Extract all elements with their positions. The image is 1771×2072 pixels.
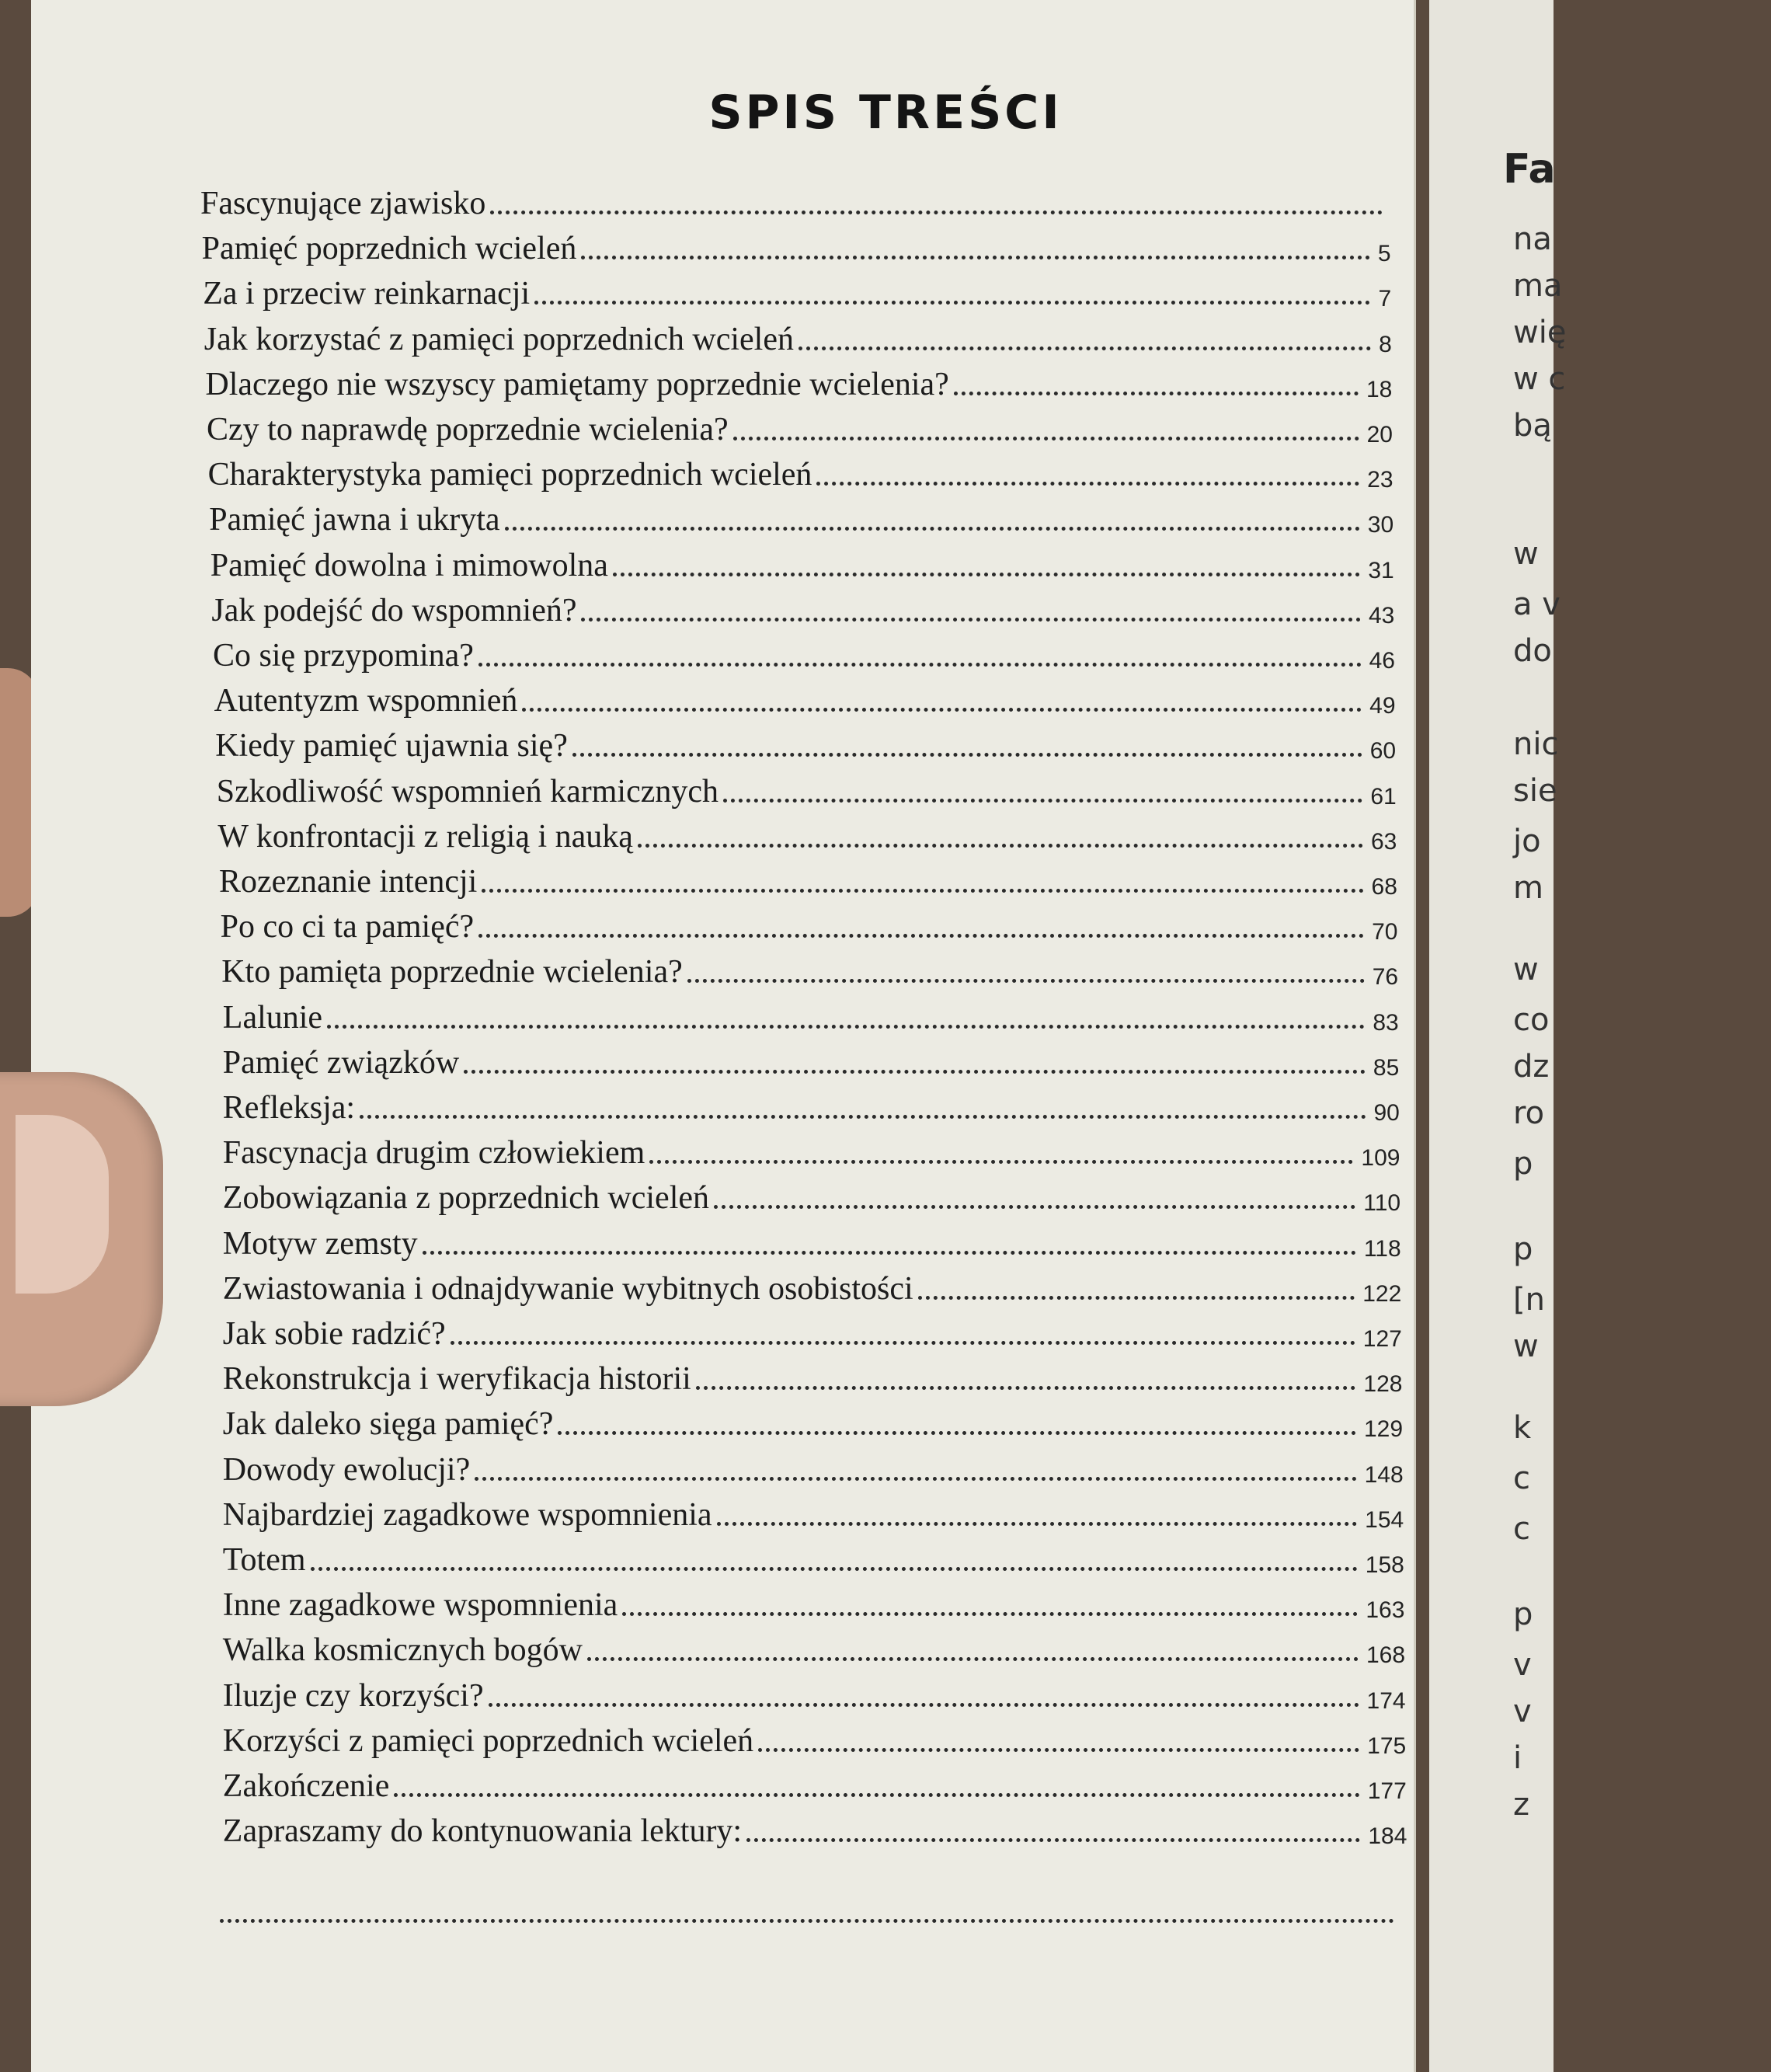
toc-entry (223, 1036, 1399, 1081)
toc-entry (209, 493, 1393, 538)
toc-entry (223, 1670, 1406, 1715)
toc-entry-page: 158 (1365, 1552, 1404, 1578)
toc-entry-title: Po co ci ta pamięć? (220, 909, 475, 945)
next-page-text-fragment: ro (1513, 1095, 1545, 1131)
toc-entry-page: 5 (1377, 241, 1391, 267)
next-page-text-fragment: m (1513, 870, 1543, 906)
toc-entry-page: 128 (1363, 1371, 1403, 1398)
dot-leader (714, 1205, 1355, 1209)
dot-leader (451, 1341, 1355, 1345)
toc-entry (208, 448, 1393, 493)
dot-leader (489, 1703, 1359, 1707)
toc-entry (213, 629, 1395, 674)
thumb-nail (16, 1115, 109, 1294)
toc-entry-page: 83 (1373, 1009, 1399, 1036)
dot-leader (717, 1522, 1358, 1526)
toc-entry-title: Pamięć jawna i ukryta (209, 502, 500, 538)
toc-entry-title: Totem (222, 1542, 306, 1578)
toc-entry-page: 61 (1370, 783, 1397, 810)
toc-entry (221, 900, 1398, 945)
toc-entry-title: Za i przeciw reinkarnacji (203, 276, 531, 312)
toc-entry (217, 765, 1397, 810)
toc-entry-title: Pamięć dowolna i mimowolna (210, 547, 608, 583)
toc-entry-title: Kto pamięta poprzednie wcielenia? (221, 954, 683, 991)
next-page-text-fragment: z (1513, 1787, 1529, 1823)
toc-entry-title: Autentyzm wspomnień (214, 683, 518, 719)
dot-leader (587, 1657, 1359, 1661)
toc-entry-page: 175 (1367, 1732, 1407, 1759)
toc-entry (223, 1127, 1400, 1172)
next-page-text-fragment: na (1513, 221, 1552, 257)
dot-leader (558, 1431, 1356, 1435)
book-page-right (1429, 0, 1567, 2072)
dot-leader (799, 346, 1371, 350)
next-page-text-fragment: v (1513, 1694, 1532, 1729)
toc-entry-page: 90 (1373, 1100, 1400, 1126)
toc-entry-page: 184 (1368, 1823, 1407, 1850)
dot-leader (816, 482, 1359, 486)
toc-entry (207, 403, 1393, 448)
dot-leader (638, 844, 1363, 848)
toc-entry-page: 148 (1364, 1461, 1404, 1488)
next-page-text-fragment: sie (1513, 773, 1557, 809)
toc-entry-title: Dlaczego nie wszyscy pamiętamy poprzednie wcielenia? (205, 366, 949, 402)
toc-entry-page: 168 (1366, 1642, 1406, 1669)
next-page-text-fragment: w c (1513, 361, 1566, 397)
dot-leader (475, 1477, 1356, 1481)
dot-leader (311, 1567, 1358, 1571)
toc-entry-title: Fascynacja drugim człowiekiem (222, 1135, 645, 1172)
next-page-text-fragment: w (1513, 1329, 1539, 1364)
dot-leader (327, 1025, 1365, 1029)
toc-entry-title: Czy to naprawdę poprzednie wcielenia? (207, 412, 729, 447)
toc-entry-title: Jak sobie radzić? (222, 1316, 446, 1352)
toc-entry (223, 1443, 1404, 1489)
next-page-text-fragment: v (1513, 1647, 1532, 1683)
toc-entry-page: 49 (1369, 693, 1396, 719)
toc-entry (204, 313, 1392, 358)
next-page-text-fragment: c (1513, 1461, 1530, 1496)
dot-leader (613, 573, 1360, 576)
page-title: SPIS TREŚCI (708, 85, 1063, 140)
toc-entry-page: 31 (1368, 557, 1394, 583)
dot-leader (746, 1838, 1360, 1842)
toc-entry-title: Pamięć związków (222, 1044, 460, 1081)
toc-entry-title: Kiedy pamięć ujawnia się? (215, 728, 568, 764)
toc-entry-title: Lalunie (222, 999, 323, 1036)
dot-leader (534, 301, 1370, 305)
toc-entry (223, 1398, 1403, 1443)
toc-entry-title: Rozeznanie intencji (219, 864, 478, 900)
toc-entry-page: 163 (1366, 1597, 1405, 1624)
toc-final-line (220, 1919, 1400, 1931)
dot-leader (478, 663, 1362, 667)
next-page-text-fragment: [n (1513, 1282, 1545, 1318)
toc-entry-title: Motyw zemsty (222, 1225, 418, 1262)
toc-entry (223, 1262, 1401, 1308)
next-page-text-fragment: dz (1513, 1049, 1550, 1085)
toc-entry-page: 122 (1362, 1280, 1402, 1307)
dot-leader (478, 934, 1364, 938)
toc-entry-title: Zakończenie (222, 1768, 390, 1804)
toc-entry-page: 8 (1379, 331, 1392, 357)
dot-leader (696, 1386, 1356, 1390)
toc-entry (223, 1081, 1400, 1127)
dot-leader (423, 1251, 1356, 1255)
next-page-text-fragment: ma (1513, 268, 1563, 304)
next-page-text-fragment: do (1513, 633, 1552, 669)
next-page-text-fragment: k (1513, 1410, 1532, 1446)
next-page-text-fragment: bą (1513, 408, 1552, 444)
toc-entry-page: 20 (1366, 422, 1393, 447)
dot-leader (581, 256, 1370, 259)
toc-entry-title: Zapraszamy do kontynuowania lektury: (222, 1813, 743, 1850)
toc-entry (223, 1805, 1407, 1850)
toc-entry-title: Zwiastowania i odnajdywanie wybitnych osobistości (222, 1270, 913, 1307)
next-page-text-fragment: w (1513, 952, 1539, 987)
toc-entry-page: 177 (1367, 1778, 1407, 1804)
toc-entry (200, 177, 1390, 222)
toc-entry-page: 68 (1371, 874, 1397, 900)
toc-entry (205, 358, 1392, 403)
toc-entry (211, 539, 1394, 584)
dot-leader (649, 1160, 1353, 1164)
toc-entry (223, 1760, 1407, 1805)
next-page-text-fragment: p (1513, 1146, 1533, 1182)
toc-entry-title: Pamięć poprzednich wcieleń (201, 231, 577, 267)
dot-leader (522, 708, 1362, 712)
dot-leader (733, 437, 1359, 441)
dot-leader (490, 211, 1383, 214)
dot-leader (360, 1115, 1366, 1119)
dot-leader (687, 979, 1365, 983)
toc-entry (203, 267, 1391, 312)
toc-entry-title: Jak podejść do wspomnień? (211, 592, 577, 629)
toc-entry (223, 1172, 1400, 1217)
toc-entry-page: 129 (1363, 1416, 1404, 1443)
toc-entry-title: Dowody ewolucji? (222, 1451, 471, 1488)
toc-entry (223, 1489, 1404, 1534)
toc-entry-page: 63 (1370, 828, 1397, 855)
toc-entry-page: 127 (1362, 1326, 1402, 1352)
toc-entry-page: 7 (1378, 286, 1392, 312)
toc-entry (217, 810, 1397, 855)
toc-entry-page: 110 (1363, 1190, 1401, 1217)
toc-entry (223, 1579, 1405, 1624)
toc-entry (223, 991, 1399, 1036)
toc-entry-title: Rekonstrukcja i weryfikacja historii (222, 1361, 691, 1398)
next-page-text-fragment: c (1513, 1511, 1530, 1547)
toc-entry (214, 674, 1396, 719)
next-page-text-fragment: w (1513, 536, 1539, 572)
dot-leader (581, 618, 1360, 622)
toc-entry-page: 60 (1369, 738, 1397, 764)
next-page-text-fragment: p (1513, 1597, 1533, 1632)
toc-entry-page: 118 (1363, 1235, 1401, 1262)
toc-entry-page: 43 (1368, 602, 1395, 629)
toc-entry-page: 174 (1366, 1687, 1406, 1714)
dot-leader (394, 1793, 1359, 1797)
thumb (0, 1072, 163, 1406)
toc-entry-page: 109 (1361, 1145, 1400, 1172)
toc-entry-title: Fascynujące zjawisko (200, 186, 486, 221)
next-page-heading: Fa (1503, 146, 1556, 193)
toc-entry (215, 719, 1396, 764)
toc-entry (223, 1534, 1404, 1579)
toc-entry (223, 1217, 1401, 1262)
dot-leader (220, 1919, 1394, 1923)
dot-leader (482, 889, 1363, 893)
toc-entry (221, 945, 1398, 991)
dot-leader (723, 799, 1362, 803)
dot-leader (758, 1748, 1359, 1752)
toc-entry-title: Jak daleko sięga pamięć? (222, 1406, 554, 1443)
next-page-text-fragment: co (1513, 1002, 1550, 1038)
toc-entry-title: Iluzje czy korzyści? (222, 1677, 484, 1714)
toc-entry-title: Najbardziej zagadkowe wspomnienia (222, 1496, 712, 1533)
next-page-text-fragment: nic (1513, 726, 1559, 762)
toc-entry-title: Jak korzystać z pamięci poprzednich wcieleń (204, 321, 794, 357)
toc-entry-page: 85 (1373, 1054, 1400, 1081)
toc-entry-page: 46 (1369, 648, 1395, 674)
next-page-text-fragment: a v (1513, 587, 1560, 622)
next-page-text-fragment: wię (1513, 315, 1567, 350)
toc-entry-page: 154 (1365, 1506, 1404, 1533)
toc-entry (223, 1308, 1402, 1353)
dot-leader (622, 1612, 1358, 1616)
toc-entry-title: Zobowiązania z poprzednich wcieleń (222, 1180, 710, 1217)
dot-leader (505, 527, 1360, 531)
toc-entry (219, 855, 1397, 900)
toc-entry-page: 76 (1372, 964, 1399, 991)
next-page-text-fragment: jo (1513, 824, 1541, 859)
dot-leader (954, 392, 1359, 395)
toc-entry-title: Charakterystyka pamięci poprzednich wcieleń (207, 457, 812, 493)
dot-leader (572, 753, 1362, 757)
next-page-text-fragment: p (1513, 1231, 1533, 1267)
toc-entry-title: Szkodliwość wspomnień karmicznych (216, 773, 718, 810)
toc-entry-title: Inne zagadkowe wspomnienia (222, 1587, 618, 1624)
toc-entry (211, 584, 1394, 629)
toc-entry-page: 70 (1372, 919, 1398, 945)
toc-entry (223, 1624, 1405, 1669)
toc-entry-page: 18 (1366, 376, 1393, 402)
toc-entry-title: W konfrontacji z religią i nauką (217, 818, 633, 855)
next-page-text-fragment: i (1513, 1740, 1522, 1776)
toc-entry-title: Korzyści z pamięci poprzednich wcieleń (222, 1722, 754, 1759)
dot-leader (464, 1070, 1366, 1074)
toc-entry (202, 222, 1391, 267)
toc-entry-page: 30 (1367, 512, 1394, 538)
toc-entry-title: Refleksja: (222, 1090, 356, 1126)
toc-entry (223, 1353, 1403, 1398)
toc-entry (223, 1715, 1406, 1760)
toc-entry-title: Walka kosmicznych bogów (222, 1632, 583, 1669)
dot-leader (918, 1296, 1355, 1300)
toc-entry-title: Co się przypomina? (213, 638, 474, 674)
toc-entry-page: 23 (1367, 467, 1393, 493)
